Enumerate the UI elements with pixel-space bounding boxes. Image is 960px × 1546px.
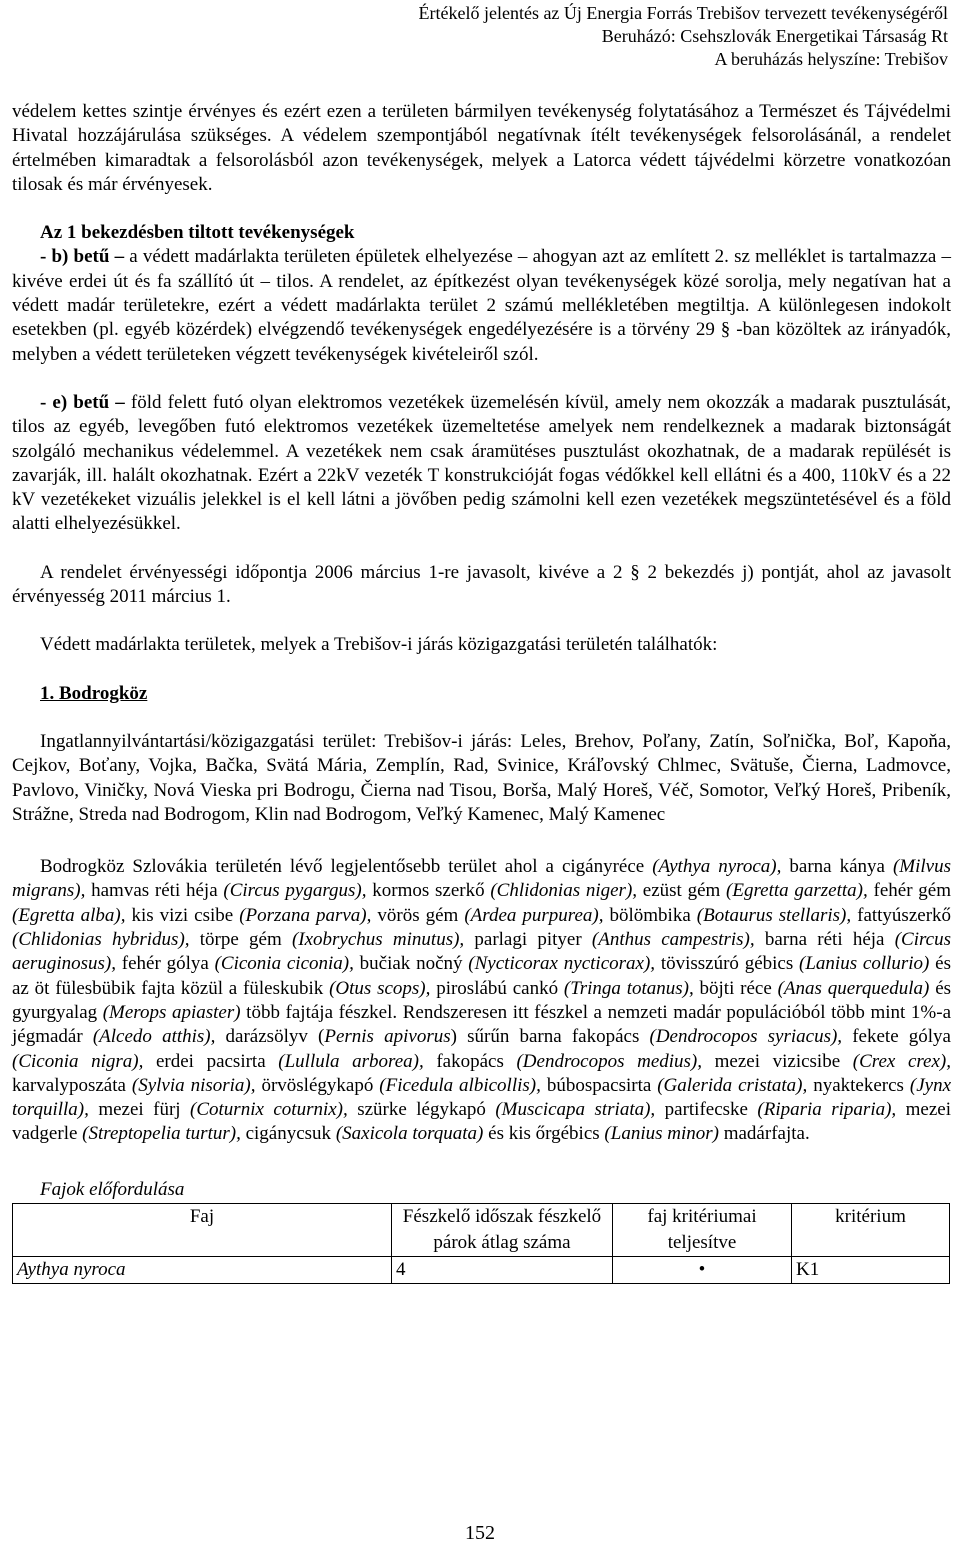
- section-heading-prohibited: Az 1 bekezdésben tiltott tevékenységek: [40, 222, 355, 244]
- species-text: hamvas réti héja: [85, 880, 224, 902]
- paragraph-validity-date: A rendelet érvényességi időpontja 2006 március 1-re javasolt, kivéve a 2 § 2 bekezdés j) pontját, ahol az javasolt érvényesség 2011 március 1.: [12, 561, 951, 608]
- species-latin-name: (Streptopelia turtur),: [82, 1123, 241, 1145]
- species-text: mezei vizicsibe: [702, 1050, 853, 1072]
- species-latin-name: (Botaurus stellaris),: [696, 904, 852, 926]
- species-latin-name: (Circus pygargus),: [223, 880, 367, 902]
- header-criteria-met: faj kritériumai teljesítve: [613, 1203, 792, 1256]
- document-body: [12, 100, 951, 1284]
- species-text: piroslábú cankó: [430, 977, 564, 999]
- species-latin-name: (Coturnix coturnix),: [190, 1099, 348, 1121]
- species-latin-name: (Ciconia ciconia),: [214, 953, 354, 975]
- species-latin-name: (Circus aeruginosus),: [12, 929, 951, 975]
- species-text: karvalyposzáta: [12, 1074, 132, 1096]
- section-heading-bodrogkoz: 1. Bodrogköz: [40, 682, 148, 704]
- cell-pairs: 4: [392, 1256, 613, 1283]
- species-latin-name: (Ardea purpurea),: [464, 904, 604, 926]
- paragraph-bird-species: [12, 855, 951, 1147]
- running-header: [419, 2, 949, 71]
- species-table: [12, 1203, 950, 1284]
- species-text: bučiak nočný: [353, 953, 469, 975]
- species-text: vörös gém: [371, 904, 465, 926]
- species-latin-name: (Egretta garzetta),: [726, 880, 868, 902]
- species-latin-name: (Egretta alba),: [12, 904, 126, 926]
- species-text: fekete gólya: [842, 1026, 951, 1048]
- species-latin-name: (Otus scops),: [329, 977, 431, 999]
- species-text: és az öt fülesbübik fajta közül a füleskubik: [12, 953, 951, 999]
- species-latin-name: (Merops apiaster): [102, 1001, 241, 1023]
- species-text: fehér gólya: [115, 953, 215, 975]
- species-text: törpe gém: [189, 929, 292, 951]
- species-text: darázsölyv (: [215, 1026, 325, 1048]
- species-latin-name: (Ficedula albicollis),: [379, 1074, 541, 1096]
- species-latin-name: (Dendrocopos medius),: [516, 1050, 703, 1072]
- table-caption: Fajok előfordulása: [40, 1178, 185, 1200]
- paragraph-point-b: - b) betű – a védett madárlakta területen épületek elhelyezése – ahogyan azt az említett 2. sz melléklet is tartalmazza – kivéve erdei út és fa szállító út – tilos. A rendelet, az építkezést olyan tevékenységek közé sorolja, mely negatívan hat a védett madár területekre, ezért a védett madárlakta terület 2 számú mellékletében megtiltja. A különlegesen indokolt esetekben (pl. egyéb közérdek) elvégzendő tevékenységek engedélyezésére is a törvény 29 § -ban közöltek az irányadók, melyben a védett területeken végzett tevékenységek kivételeiről szól.: [12, 246, 951, 365]
- species-text: bölömbika: [603, 904, 697, 926]
- header-species: Faj: [13, 1203, 392, 1256]
- species-text: fakopács: [423, 1050, 517, 1072]
- species-latin-name: (Lanius minor): [604, 1123, 719, 1145]
- species-text: kormos szerkő: [366, 880, 491, 902]
- species-text: mezei fürj: [88, 1099, 191, 1121]
- species-text: barna réti héja: [754, 929, 895, 951]
- species-latin-name: (Ciconia nigra),: [12, 1050, 144, 1072]
- species-latin-name: (Tringa totanus),: [563, 977, 694, 999]
- species-latin-name: (Lullula arborea),: [278, 1050, 424, 1072]
- header-nesting-pairs: Fészkelő időszak fészkelő párok átlag száma: [392, 1203, 613, 1256]
- species-text: parlagi pityer: [464, 929, 592, 951]
- page-number: 152: [465, 1522, 495, 1544]
- species-text: ezüst gém: [637, 880, 727, 902]
- species-text: szürke légykapó: [347, 1099, 496, 1121]
- species-latin-name: (Chlidonias hybridus),: [12, 929, 190, 951]
- species-latin-name: (Lanius collurio): [799, 953, 930, 975]
- species-text: kis vizi csibe: [125, 904, 240, 926]
- paragraph-protection: védelem kettes szintje érvényes és ezért ezen a területen bármilyen tevékenység folytatásához a Természet és Tájvédelmi Hivatal hozzájárulása szükséges. A védelem szempontjából negatívnak ítélt tevékenységek felsorolásánál, a rendelet értelmében kimaradtak a felsorolásból azon tevékenységek, melyek a Latorca védett tájvédelmi körzetre vonatkozóan tilosak és már érvényesek.: [12, 101, 951, 195]
- cell-criterion: K1: [792, 1256, 950, 1283]
- species-latin-name: (Crex crex),: [852, 1050, 952, 1072]
- point-e-lead: - e) betű –: [40, 391, 125, 413]
- paragraph-protected-areas: Védett madárlakta területek, melyek a Trebišov-i járás közigazgatási területén találhatók:: [40, 634, 718, 656]
- species-latin-name: (Milvus migrans),: [12, 856, 951, 902]
- species-latin-name: (Ixobrychus minutus),: [291, 929, 465, 951]
- species-text: Bodrogköz Szlovákia területén lévő legjelentősebb terület ahol a cigányréce: [40, 856, 653, 878]
- species-text: és gyurgyalag: [12, 977, 952, 1023]
- point-b-lead: - b) betű –: [40, 246, 125, 268]
- species-latin-name: (Dendrocopos syriacus),: [649, 1026, 843, 1048]
- table-header-row: [13, 1203, 950, 1256]
- species-text: madárfajta.: [718, 1123, 810, 1145]
- species-latin-name: (Anthus campestris),: [591, 929, 755, 951]
- species-latin-name: (Sylvia nisoria),: [131, 1074, 256, 1096]
- species-latin-name: (Jynx torquilla),: [12, 1074, 952, 1121]
- species-text: búbospacsirta: [540, 1074, 658, 1096]
- species-text: ) sűrűn barna fakopács: [450, 1026, 650, 1048]
- species-text: barna kánya: [781, 856, 893, 878]
- header-line-2: Beruházó: Csehszlovák Energetikai Társaság Rt: [601, 26, 948, 46]
- species-text: cigánycsuk: [240, 1123, 336, 1145]
- header-line-3: A beruházás helyszíne: Trebišov: [714, 49, 948, 69]
- header-line-1: Értékelő jelentés az Új Energia Forrás Trebišov tervezett tevékenységéről: [418, 3, 948, 23]
- cell-criteria-met: •: [613, 1256, 792, 1283]
- species-text: több fajtája fészkel. Rendszeresen itt fészkel a nemzeti madár populációból több mint 1%-a jégmadár: [12, 1001, 952, 1048]
- species-latin-name: (Galerida cristata),: [657, 1074, 808, 1096]
- table-row: [13, 1256, 950, 1283]
- species-text: erdei pacsirta: [143, 1050, 279, 1072]
- species-text: és kis őrgébics: [483, 1123, 605, 1145]
- species-text: böjti réce: [693, 977, 778, 999]
- species-latin-name: (Saxicola torquata): [335, 1123, 484, 1145]
- species-text: nyaktekercs: [807, 1074, 910, 1096]
- paragraph-cadastre: Ingatlannyilvántartási/közigazgatási terület: Trebišov-i járás: Leles, Brehov, Poľany, Zatín, Soľnička, Boľ, Kapoňa, Cejkov, Boťany, Vojka, Bačka, Svätá Mária, Zemplín, Rad, Svinice, Kráľovský Chlmec, Svätuše, Čierna, Ladmovce, Pavlovo, Viničky, Nová Vieska pri Bodrogu, Čierna nad Tisou, Borša, Malý Horeš, Véč, Somotor, Veľký Horeš, Pribeník, Strážne, Streda nad Bodrogom, Klin nad Bodrogom, Veľký Kamenec, Malý Kamenec: [12, 730, 951, 825]
- species-latin-name: (Nycticorax nycticorax),: [468, 953, 656, 975]
- species-text: fehér gém: [867, 880, 951, 902]
- cell-species: Aythya nyroca: [13, 1256, 392, 1283]
- species-text: fattyúszerkő: [851, 904, 952, 926]
- species-text: örvöslégykapó: [255, 1074, 380, 1096]
- species-latin-name: (Aythya nyroca),: [652, 856, 782, 878]
- species-text: tövisszúró gébics: [655, 953, 800, 975]
- species-latin-name: (Riparia riparia),: [757, 1099, 897, 1121]
- species-text: partifecske: [655, 1099, 758, 1121]
- header-criterion: kritérium: [792, 1203, 950, 1256]
- species-latin-name: (Muscicapa striata),: [495, 1099, 656, 1121]
- paragraph-point-e: - e) betű – föld felett futó olyan elektromos vezetékek üzemelésén kívül, amely nem okozzák a madarak pusztulását, tilos az egyéb, levegőben futó elektromos vezetékek üzemeltetése amelyek nem rendelkeznek a madarak biztonságát szolgáló mechanikus védelemmel. A vezetékek nem csak áramütéses pusztulást okozhatnak, de a madarak repülését is zavarják, ill. halált okozhatnak. Ezért a 22kV vezeték T konstrukcióját fogas védőkkel kell ellátni és a 400, 110kV és a 22 kV vezetékeket vizuális jelekkel is el kell látni a jövőben pedig számolni kell ezen vezetékek megszüntetésével és a föld alatti elhelyezésükkel.: [12, 391, 951, 535]
- species-text: mezei vadgerle: [12, 1099, 951, 1145]
- species-latin-name: (Alcedo atthis),: [92, 1026, 216, 1048]
- species-latin-name: (Chlidonias niger),: [490, 880, 638, 902]
- species-latin-name: (Porzana parva),: [239, 904, 372, 926]
- species-latin-name: (Anas querquedula): [777, 977, 930, 999]
- species-latin-name: Pernis apivorus: [324, 1026, 451, 1048]
